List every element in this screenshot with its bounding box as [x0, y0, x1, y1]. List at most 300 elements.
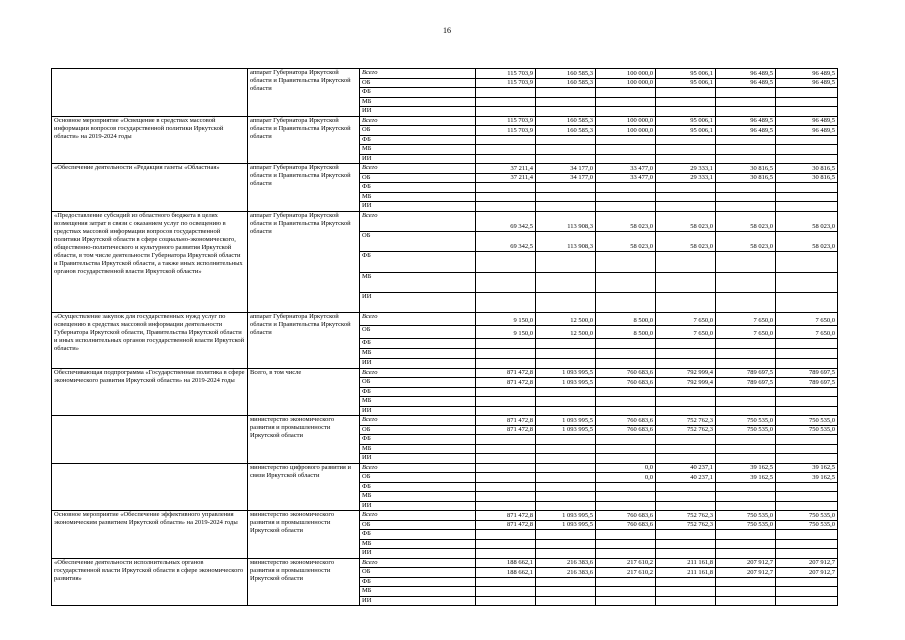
value-cell: [536, 292, 596, 312]
value-cell: [536, 482, 596, 492]
value-cell: [716, 530, 776, 540]
value-cell: [656, 587, 716, 597]
value-cell: [536, 444, 596, 454]
value-cell: [596, 251, 656, 272]
value-cell: [716, 88, 776, 98]
value-cell: 211 161,8: [656, 568, 716, 578]
value-cell: 37 211,4: [476, 164, 536, 174]
value-cell: 40 237,1: [656, 463, 716, 473]
value-cell: [716, 202, 776, 212]
value-cell: [536, 473, 596, 483]
value-cell: 792 999,4: [656, 378, 716, 388]
value-cell: 160 585,3: [536, 78, 596, 88]
table-row: [52, 416, 838, 426]
value-cell: [536, 338, 596, 348]
value-cell: [716, 192, 776, 202]
source-cell: МБ: [360, 397, 476, 407]
value-cell: 160 585,3: [536, 69, 596, 79]
source-cell: ОБ: [360, 325, 476, 338]
value-cell: 789 697,5: [776, 368, 838, 378]
source-cell: ФБ: [360, 338, 476, 348]
value-cell: 34 177,0: [536, 164, 596, 174]
value-cell: [776, 145, 838, 155]
value-cell: 95 006,1: [656, 78, 716, 88]
value-cell: [716, 358, 776, 368]
value-cell: [536, 348, 596, 358]
value-cell: [656, 492, 716, 502]
value-cell: [776, 358, 838, 368]
value-cell: [716, 348, 776, 358]
executor-cell: аппарат Губернатора Иркутской области и Правительства Иркутской области: [248, 69, 360, 117]
value-cell: 760 683,6: [596, 511, 656, 521]
value-cell: 760 683,6: [596, 368, 656, 378]
source-cell: ИИ: [360, 549, 476, 559]
value-cell: [656, 397, 716, 407]
value-cell: 96 489,5: [776, 126, 838, 136]
value-cell: [716, 145, 776, 155]
value-cell: [476, 463, 536, 473]
source-cell: МБ: [360, 444, 476, 454]
value-cell: [476, 358, 536, 368]
value-cell: [656, 97, 716, 107]
value-cell: 100 000,0: [596, 69, 656, 79]
value-cell: 750 535,0: [776, 511, 838, 521]
value-cell: [476, 549, 536, 559]
value-cell: [596, 183, 656, 193]
value-cell: [776, 88, 838, 98]
value-cell: 9 150,0: [476, 325, 536, 338]
value-cell: [656, 444, 716, 454]
value-cell: [716, 501, 776, 511]
source-cell: ФБ: [360, 135, 476, 145]
source-cell: Всего: [360, 312, 476, 325]
value-cell: [596, 435, 656, 445]
value-cell: [536, 454, 596, 464]
value-cell: [596, 292, 656, 312]
value-cell: [596, 444, 656, 454]
source-cell: ИИ: [360, 292, 476, 312]
source-cell: ФБ: [360, 183, 476, 193]
value-cell: [656, 482, 716, 492]
value-cell: [776, 397, 838, 407]
value-cell: [656, 549, 716, 559]
executor-cell: аппарат Губернатора Иркутской области и Правительства Иркутской области: [248, 116, 360, 164]
source-cell: Всего: [360, 116, 476, 126]
value-cell: [596, 387, 656, 397]
value-cell: 207 912,7: [716, 568, 776, 578]
value-cell: 39 162,5: [776, 463, 838, 473]
value-cell: [656, 348, 716, 358]
table-row: [52, 164, 838, 174]
value-cell: 789 697,5: [716, 368, 776, 378]
value-cell: [536, 135, 596, 145]
value-cell: 0,0: [596, 463, 656, 473]
value-cell: [476, 482, 536, 492]
value-cell: [656, 530, 716, 540]
value-cell: 1 093 995,5: [536, 511, 596, 521]
value-cell: 760 683,6: [596, 416, 656, 426]
source-cell: ФБ: [360, 387, 476, 397]
value-cell: [716, 387, 776, 397]
value-cell: 1 093 995,5: [536, 425, 596, 435]
value-cell: [716, 549, 776, 559]
value-cell: [536, 145, 596, 155]
value-cell: 39 162,5: [776, 473, 838, 483]
value-cell: [476, 539, 536, 549]
value-cell: 160 585,3: [536, 116, 596, 126]
value-cell: 760 683,6: [596, 378, 656, 388]
source-cell: ОБ: [360, 520, 476, 530]
source-cell: ИИ: [360, 501, 476, 511]
value-cell: 96 489,5: [716, 78, 776, 88]
value-cell: [776, 577, 838, 587]
value-cell: 33 477,0: [596, 173, 656, 183]
source-cell: МБ: [360, 145, 476, 155]
value-cell: [536, 107, 596, 117]
value-cell: [776, 387, 838, 397]
value-cell: [476, 406, 536, 416]
value-cell: 113 908,3: [536, 231, 596, 251]
value-cell: [476, 577, 536, 587]
value-cell: 871 472,8: [476, 378, 536, 388]
value-cell: [716, 251, 776, 272]
value-cell: 871 472,8: [476, 511, 536, 521]
value-cell: [596, 577, 656, 587]
value-cell: [776, 444, 838, 454]
value-cell: [596, 596, 656, 606]
value-cell: [716, 135, 776, 145]
value-cell: [656, 192, 716, 202]
value-cell: [716, 539, 776, 549]
value-cell: 100 000,0: [596, 126, 656, 136]
source-cell: ОБ: [360, 378, 476, 388]
value-cell: [656, 435, 716, 445]
value-cell: 58 023,0: [656, 211, 716, 231]
value-cell: [656, 358, 716, 368]
value-cell: 216 383,6: [536, 568, 596, 578]
value-cell: [656, 202, 716, 212]
measure-title: «Обеспечение деятельности исполнительных органов государственной власти Иркутской области в сфере экономического развития»: [52, 558, 248, 606]
value-cell: 8 500,0: [596, 312, 656, 325]
value-cell: 100 000,0: [596, 116, 656, 126]
value-cell: [596, 88, 656, 98]
source-cell: МБ: [360, 192, 476, 202]
value-cell: [656, 107, 716, 117]
value-cell: 217 610,2: [596, 568, 656, 578]
value-cell: [656, 272, 716, 292]
executor-cell: аппарат Губернатора Иркутской области и Правительства Иркутской области: [248, 312, 360, 368]
measure-title: [52, 69, 248, 117]
executor-cell: министерство экономического развития и промышленности Иркутской области: [248, 416, 360, 464]
value-cell: 750 535,0: [716, 425, 776, 435]
value-cell: [476, 596, 536, 606]
value-cell: [536, 88, 596, 98]
value-cell: 58 023,0: [656, 231, 716, 251]
value-cell: [476, 587, 536, 597]
value-cell: 750 535,0: [716, 416, 776, 426]
measure-title: «Предоставление субсидий из областного бюджета в целях возмещения затрат в связи с оказанием услуг по освещению в средствах массовой информации вопросов государственной политики Иркутской области в сфере социально-экономического, общественно-политического и культурного развития Иркутской области, в том числе деятельности Губернатора Иркутской области и Правительства Иркутской области, а также иных исполнительных органов государственной власти Иркутской области»: [52, 211, 248, 312]
value-cell: 100 000,0: [596, 78, 656, 88]
value-cell: [536, 358, 596, 368]
value-cell: [656, 454, 716, 464]
value-cell: [596, 97, 656, 107]
value-cell: [776, 192, 838, 202]
value-cell: [716, 482, 776, 492]
value-cell: [476, 292, 536, 312]
value-cell: [656, 183, 716, 193]
value-cell: 96 489,5: [716, 126, 776, 136]
value-cell: [716, 397, 776, 407]
value-cell: 95 006,1: [656, 126, 716, 136]
source-cell: ФБ: [360, 577, 476, 587]
value-cell: 39 162,5: [716, 463, 776, 473]
value-cell: [536, 154, 596, 164]
value-cell: 7 650,0: [716, 325, 776, 338]
value-cell: 1 093 995,5: [536, 520, 596, 530]
value-cell: [476, 397, 536, 407]
value-cell: [476, 192, 536, 202]
value-cell: [656, 145, 716, 155]
value-cell: [776, 135, 838, 145]
value-cell: 58 023,0: [596, 231, 656, 251]
value-cell: 0,0: [596, 473, 656, 483]
value-cell: 760 683,6: [596, 425, 656, 435]
value-cell: 58 023,0: [716, 211, 776, 231]
value-cell: 30 816,5: [776, 173, 838, 183]
value-cell: [596, 501, 656, 511]
value-cell: [596, 406, 656, 416]
value-cell: [656, 406, 716, 416]
source-cell: МБ: [360, 587, 476, 597]
value-cell: [536, 492, 596, 502]
value-cell: 1 093 995,5: [536, 416, 596, 426]
value-cell: 188 662,1: [476, 568, 536, 578]
value-cell: [776, 183, 838, 193]
value-cell: [596, 539, 656, 549]
source-cell: ИИ: [360, 154, 476, 164]
value-cell: 871 472,8: [476, 520, 536, 530]
value-cell: [656, 88, 716, 98]
value-cell: 7 650,0: [776, 325, 838, 338]
table-row: [52, 69, 838, 79]
value-cell: [476, 530, 536, 540]
value-cell: 34 177,0: [536, 173, 596, 183]
source-cell: ОБ: [360, 425, 476, 435]
source-cell: ФБ: [360, 251, 476, 272]
source-cell: ФБ: [360, 482, 476, 492]
value-cell: [656, 338, 716, 348]
value-cell: 871 472,8: [476, 368, 536, 378]
value-cell: [776, 202, 838, 212]
value-cell: 1 093 995,5: [536, 378, 596, 388]
value-cell: [776, 154, 838, 164]
source-cell: МБ: [360, 348, 476, 358]
value-cell: [656, 251, 716, 272]
value-cell: 39 162,5: [716, 473, 776, 483]
measure-title: [52, 416, 248, 464]
value-cell: [716, 183, 776, 193]
value-cell: 96 489,5: [776, 116, 838, 126]
measure-title: Основное мероприятие «Освещение в средствах массовой информации вопросов государственной политики Иркутской области» на 2019-2024 годы: [52, 116, 248, 164]
value-cell: 115 703,9: [476, 116, 536, 126]
source-cell: ФБ: [360, 435, 476, 445]
value-cell: 58 023,0: [596, 211, 656, 231]
value-cell: [596, 192, 656, 202]
value-cell: 789 697,5: [776, 378, 838, 388]
value-cell: 33 477,0: [596, 164, 656, 174]
value-cell: 217 610,2: [596, 558, 656, 568]
value-cell: 96 489,5: [776, 69, 838, 79]
source-cell: Всего: [360, 368, 476, 378]
value-cell: [776, 348, 838, 358]
value-cell: [716, 454, 776, 464]
value-cell: [476, 107, 536, 117]
value-cell: [596, 135, 656, 145]
value-cell: 58 023,0: [776, 231, 838, 251]
value-cell: [776, 530, 838, 540]
value-cell: [476, 88, 536, 98]
value-cell: 29 333,1: [656, 173, 716, 183]
value-cell: [656, 387, 716, 397]
budget-table: [51, 68, 838, 606]
value-cell: [656, 596, 716, 606]
source-cell: ФБ: [360, 88, 476, 98]
value-cell: [596, 530, 656, 540]
value-cell: [776, 596, 838, 606]
value-cell: 69 342,5: [476, 231, 536, 251]
source-cell: МБ: [360, 492, 476, 502]
value-cell: 96 489,5: [716, 69, 776, 79]
value-cell: [776, 539, 838, 549]
value-cell: [716, 107, 776, 117]
value-cell: 752 762,3: [656, 511, 716, 521]
source-cell: ОБ: [360, 473, 476, 483]
value-cell: 58 023,0: [776, 211, 838, 231]
executor-cell: аппарат Губернатора Иркутской области и Правительства Иркутской области: [248, 211, 360, 312]
value-cell: [476, 492, 536, 502]
executor-cell: министерство экономического развития и промышленности Иркутской области: [248, 511, 360, 559]
source-cell: ИИ: [360, 406, 476, 416]
page-number: 16: [443, 26, 451, 35]
source-cell: ИИ: [360, 358, 476, 368]
value-cell: 12 500,0: [536, 312, 596, 325]
value-cell: [536, 406, 596, 416]
value-cell: [476, 272, 536, 292]
value-cell: [536, 577, 596, 587]
source-cell: ИИ: [360, 107, 476, 117]
source-cell: Всего: [360, 463, 476, 473]
table-row: [52, 558, 838, 568]
value-cell: 113 908,3: [536, 211, 596, 231]
value-cell: [596, 397, 656, 407]
value-cell: [596, 454, 656, 464]
value-cell: [716, 435, 776, 445]
value-cell: [716, 587, 776, 597]
value-cell: 95 006,1: [656, 116, 716, 126]
value-cell: [716, 97, 776, 107]
value-cell: [536, 272, 596, 292]
value-cell: 115 703,9: [476, 78, 536, 88]
value-cell: [476, 135, 536, 145]
value-cell: 95 006,1: [656, 69, 716, 79]
value-cell: [536, 501, 596, 511]
executor-cell: министерство цифрового развития и связи Иркутской области: [248, 463, 360, 511]
value-cell: 9 150,0: [476, 312, 536, 325]
value-cell: 29 333,1: [656, 164, 716, 174]
value-cell: [776, 97, 838, 107]
value-cell: [476, 501, 536, 511]
value-cell: [536, 539, 596, 549]
source-cell: Всего: [360, 69, 476, 79]
value-cell: 69 342,5: [476, 211, 536, 231]
value-cell: [716, 492, 776, 502]
value-cell: [596, 202, 656, 212]
value-cell: [596, 338, 656, 348]
value-cell: [536, 549, 596, 559]
value-cell: [716, 338, 776, 348]
value-cell: [536, 387, 596, 397]
value-cell: [656, 154, 716, 164]
value-cell: [716, 272, 776, 292]
source-cell: ОБ: [360, 568, 476, 578]
value-cell: 1 093 995,5: [536, 368, 596, 378]
value-cell: 115 703,9: [476, 69, 536, 79]
value-cell: 750 535,0: [716, 511, 776, 521]
value-cell: 30 816,5: [716, 173, 776, 183]
value-cell: [596, 492, 656, 502]
value-cell: [596, 145, 656, 155]
value-cell: [476, 387, 536, 397]
value-cell: [476, 454, 536, 464]
measure-title: Основное мероприятие «Обеспечение эффективного управления экономическим развитием Иркутской области» на 2019-2024 годы: [52, 511, 248, 559]
value-cell: [536, 202, 596, 212]
value-cell: [716, 577, 776, 587]
table-row: [52, 511, 838, 521]
value-cell: 7 650,0: [716, 312, 776, 325]
value-cell: [776, 587, 838, 597]
source-cell: ОБ: [360, 231, 476, 251]
table-row: [52, 116, 838, 126]
value-cell: 7 650,0: [656, 325, 716, 338]
value-cell: [776, 338, 838, 348]
value-cell: 216 383,6: [536, 558, 596, 568]
value-cell: 211 161,8: [656, 558, 716, 568]
source-cell: МБ: [360, 539, 476, 549]
executor-cell: аппарат Губернатора Иркутской области и Правительства Иркутской области: [248, 164, 360, 212]
value-cell: [776, 292, 838, 312]
value-cell: [536, 251, 596, 272]
source-cell: ИИ: [360, 202, 476, 212]
value-cell: [536, 183, 596, 193]
measure-title: [52, 463, 248, 511]
value-cell: 752 762,3: [656, 416, 716, 426]
value-cell: [476, 202, 536, 212]
value-cell: [536, 192, 596, 202]
value-cell: 750 535,0: [776, 520, 838, 530]
value-cell: 96 489,5: [776, 78, 838, 88]
value-cell: [476, 97, 536, 107]
value-cell: [476, 183, 536, 193]
value-cell: 40 237,1: [656, 473, 716, 483]
source-cell: ИИ: [360, 596, 476, 606]
value-cell: [776, 406, 838, 416]
value-cell: 37 211,4: [476, 173, 536, 183]
value-cell: [476, 154, 536, 164]
value-cell: [476, 338, 536, 348]
value-cell: [776, 501, 838, 511]
source-cell: ИИ: [360, 454, 476, 464]
value-cell: [776, 251, 838, 272]
